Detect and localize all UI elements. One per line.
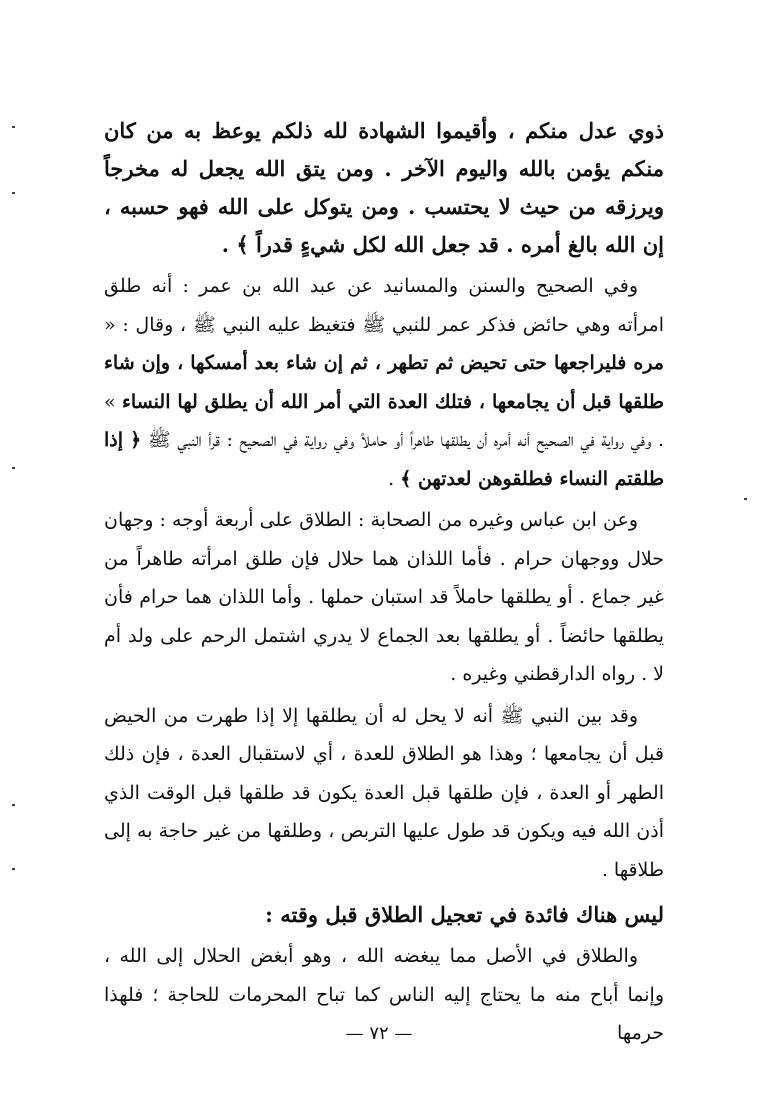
hadith-quote: مره فليراجعها حتى تحيض ثم تطهر ، ثم إن شاء بعد أمسكها ، وإن شاء طلقها قبل أن يجامعها ، فتلك العدة التي أمر الله أن يطلق لها النساء <box>104 352 664 413</box>
quran-verse-paragraph: ذوي عدل منكم ، وأقيموا الشهادة لله ذلكم يوعظ به من كان منكم يؤمن بالله واليوم الآخر . ومن يتق الله يجعل له مخرجاً ويرزقه من حيث لا يحتسب . ومن يتوكل على الله فهو حسبه ، إن الله بالغ أمره . قد جعل الله لكل شيءٍ قدراً ﴾ . <box>104 118 664 257</box>
scan-mark <box>12 804 15 806</box>
page-number: — ٧٢ — <box>345 1023 413 1044</box>
scan-mark <box>12 467 15 469</box>
hadith-paragraph <box>104 267 664 498</box>
scan-mark <box>12 126 15 128</box>
scan-mark <box>12 192 15 194</box>
scan-mark <box>744 498 747 500</box>
scan-mark <box>12 868 15 870</box>
explanation-paragraph: وقد بين النبي ﷺ أنه لا يحل له أن يطلقها إلا إذا طهرت من الحيض قبل أن يجامعها ؛ وهذا هو الطلاق للعدة ، أي لاستقبال العدة ، فإن ذلك الطهر أو العدة ، فإن طلقها قبل العدة يكون قد طلقها قبل الوقت الذي أذن الله فيه ويكون قد طول عليها التربص ، وطلقها من غير حاجة به إلى طلاقها . <box>104 704 664 881</box>
ibn-abbas-paragraph: وعن ابن عباس وغيره من الصحابة : الطلاق على أربعة أوجه : وجهان حلال ووجهان حرام . فأما اللذان هما حلال فإن طلق امرأته طاهراً من غير جماع . أو يطلقها حاملاً قد استبان حملها . وأما اللذان هما حرام فأن يطلقها حائضاً . أو يطلقها بعد الجماع لا يدري اشتمل الرحم على ولد أم لا . رواه الدارقطني وغيره . <box>104 509 664 685</box>
quran-quote: ﴿ إذا طلقتم النساء فطلقوهن لعدتهن ﴾ <box>104 429 664 490</box>
hadith-narration: » . وفي رواية في الصحيح أنه أمره أن يطلقها طاهراً أو حاملاً وفي رواية في الصحيح : قرأ النبي ﷺ <box>104 390 664 451</box>
section-heading: ليس هناك فائدة في تعجيل الطلاق قبل وقته : <box>265 902 664 927</box>
document-page <box>104 112 664 1053</box>
hadith-end: . <box>388 467 395 490</box>
closing-paragraph: والطلاق في الأصل مما يبغضه الله ، وهو أبغض الحلال إلى الله ، وإنما أباح منه ما يحتاج إليه الناس كما تباح المحرمات للحاجة ؛ فلهذا حرمها <box>104 945 664 1044</box>
hadith-intro: وفي الصحيح والسنن والمسانيد عن عبد الله بن عمر : أنه طلق امرأته وهي حائض فذكر عمر للنبي ﷺ فتغيظ عليه النبي ﷺ ، وقال : « <box>104 275 664 336</box>
